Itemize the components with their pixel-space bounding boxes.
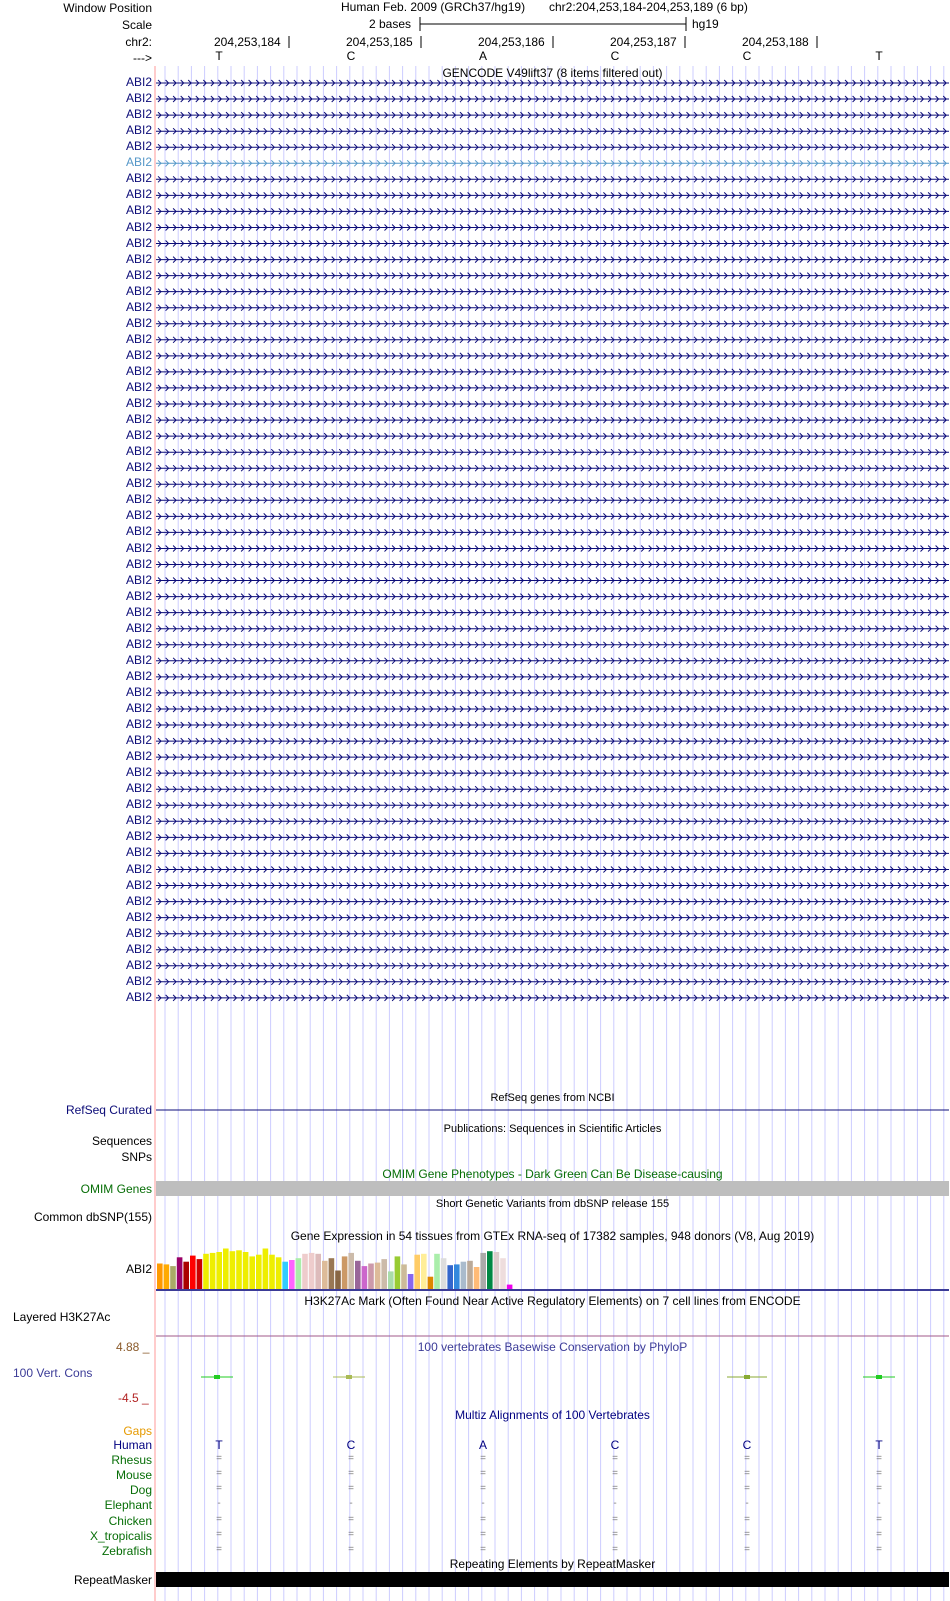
position-label: chr2:204,253,184-204,253,189 (6 bp) [549,0,748,14]
multiz-species-label[interactable]: Dog [129,1483,152,1498]
multiz-alignment-base: = [480,1468,486,1480]
multiz-alignment-base: = [480,1453,486,1465]
multiz-alignment-base: C [610,1438,620,1452]
gencode-transcript-label[interactable]: ABI2 [125,749,152,764]
gencode-transcript-label[interactable]: ABI2 [125,765,152,780]
gencode-transcript-label[interactable]: ABI2 [125,267,152,282]
repeatmasker-track-label[interactable]: RepeatMasker [73,1573,152,1587]
gtex-tissue-bar[interactable] [348,1253,354,1289]
gtex-tissue-bar[interactable] [269,1255,275,1289]
multiz-alignment-base: = [876,1453,882,1465]
gencode-transcript-label[interactable]: ABI2 [125,428,152,443]
gencode-transcript-label[interactable]: ABI2 [125,235,152,250]
multiz-species-label[interactable]: Elephant [104,1498,152,1513]
multiz-alignment-base: = [612,1483,618,1495]
base-letter: T [215,49,223,63]
gtex-tissue-bar[interactable] [388,1271,394,1289]
gencode-transcript-label[interactable]: ABI2 [125,283,152,298]
gencode-transcript-label[interactable]: ABI2 [125,877,152,892]
gencode-transcript-label[interactable]: ABI2 [125,909,152,924]
gtex-tissue-bar[interactable] [177,1257,183,1289]
coordinate-label: 204,253,184 [214,35,281,49]
h3k27ac-track-title[interactable]: H3K27Ac Mark (Often Found Near Active Regulatory Elements) on 7 cell lines from ENCODE [304,1294,801,1308]
gtex-tissue-bar[interactable] [243,1252,249,1289]
dbsnp-track-label[interactable]: Common dbSNP(155) [33,1210,152,1224]
strand-label: ---> [133,51,152,65]
gencode-transcript-label[interactable]: ABI2 [125,684,152,699]
multiz-alignment-base: = [216,1483,222,1495]
multiz-alignment-base: - [877,1498,881,1510]
multiz-alignment-base: - [613,1498,617,1510]
gtex-tissue-bar[interactable] [276,1257,282,1289]
gtex-tissue-bar[interactable] [170,1266,176,1289]
gencode-transcript-label[interactable]: ABI2 [125,973,152,988]
gencode-transcript-label[interactable]: ABI2 [125,733,152,748]
multiz-alignment-base: C [742,1438,752,1452]
gencode-transcript-label[interactable]: ABI2 [125,668,152,683]
gtex-tissue-bar[interactable] [197,1259,203,1289]
base-letter: C [346,49,356,63]
gencode-transcript-label[interactable]: ABI2 [125,941,152,956]
assembly-label: Human Feb. 2009 (GRCh37/hg19) [341,0,526,14]
gencode-transcript-label[interactable]: ABI2 [125,813,152,828]
base-letter: C [742,49,752,63]
gencode-transcript-label[interactable]: ABI2 [125,347,152,362]
gencode-transcript-label[interactable]: ABI2 [125,444,152,459]
multiz-alignment-base: = [876,1513,882,1525]
gencode-transcript-label[interactable]: ABI2 [125,107,152,122]
coordinate-label: 204,253,185 [346,35,413,49]
multiz-species-label[interactable]: Mouse [115,1468,152,1483]
gencode-transcript-label[interactable]: ABI2 [125,701,152,715]
publications-label-sequences[interactable]: Sequences [91,1134,152,1148]
multiz-gaps-label: Gaps [123,1424,152,1438]
coordinate-label: 204,253,187 [610,35,677,49]
multiz-alignment-base: = [744,1543,750,1555]
multiz-alignment-base: C [346,1438,356,1452]
omim-gene-bar[interactable] [156,1181,949,1196]
publications-track-title[interactable]: Publications: Sequences in Scientific Articles [443,1123,662,1135]
multiz-species-label[interactable]: Human [113,1438,152,1452]
gencode-transcript-label[interactable]: ABI2 [125,524,152,539]
gencode-transcript-label[interactable]: ABI2 [125,251,152,266]
gencode-transcript-label[interactable]: ABI2 [125,412,152,427]
multiz-track-title[interactable]: Multiz Alignments of 100 Vertebrates [455,1408,650,1422]
gencode-transcript-label[interactable]: ABI2 [125,219,152,234]
multiz-alignment-base: = [216,1468,222,1480]
multiz-alignment-base: = [348,1513,354,1525]
phylop-score-mark[interactable] [876,1375,882,1379]
multiz-alignment-base: = [744,1453,750,1465]
gtex-tissue-bar[interactable] [381,1259,387,1289]
multiz-alignment-base: = [612,1528,618,1540]
repeatmasker-track-title[interactable]: Repeating Elements by RepeatMasker [449,1557,656,1571]
multiz-alignment-base: = [876,1528,882,1540]
phylop-max-label: 4.88 _ [116,1340,150,1354]
gtex-tissue-bar[interactable] [216,1252,222,1289]
gencode-transcript-label[interactable]: ABI2 [125,588,152,603]
multiz-alignment-base: = [216,1543,222,1555]
gtex-tissue-bar[interactable] [467,1261,473,1289]
multiz-alignment-base: = [876,1543,882,1555]
multiz-alignment-base: = [480,1483,486,1495]
publications-label-snps[interactable]: SNPs [121,1150,152,1164]
gencode-transcript-label[interactable]: ABI2 [125,652,152,667]
gencode-transcript-label[interactable]: ABI2 [125,171,152,186]
gtex-tissue-bar[interactable] [355,1261,361,1289]
omim-track-title[interactable]: OMIM Gene Phenotypes - Dark Green Can Be Disease-causing [382,1167,723,1181]
gtex-tissue-bar[interactable] [309,1253,315,1289]
gencode-transcript-label[interactable]: ABI2 [125,508,152,523]
gtex-tissue-bar[interactable] [401,1264,407,1289]
gencode-transcript-label[interactable]: ABI2 [125,861,152,876]
multiz-alignment-base: = [612,1513,618,1525]
gencode-transcript-label[interactable]: ABI2 [125,315,152,330]
gtex-tissue-bar[interactable] [500,1258,506,1289]
multiz-alignment-base: = [348,1528,354,1540]
gencode-transcript-label[interactable]: ABI2 [125,572,152,587]
multiz-alignment-base: - [481,1498,485,1510]
multiz-alignment-base: = [348,1468,354,1480]
gencode-transcript-label[interactable]: ABI2 [125,379,152,394]
gencode-transcript-label[interactable]: ABI2 [125,925,152,940]
phylop-min-label: -4.5 _ [118,1391,149,1405]
gencode-transcript-label[interactable]: ABI2 [125,139,152,154]
gencode-transcript-label[interactable]: ABI2 [125,829,152,844]
gencode-transcript-label[interactable]: ABI2 [125,957,152,972]
phylop-score-mark[interactable] [346,1375,352,1379]
gtex-tissue-bar[interactable] [282,1262,288,1289]
multiz-alignment-base: = [216,1453,222,1465]
gencode-transcript-label[interactable]: ABI2 [125,203,152,218]
gtex-tissue-bar[interactable] [289,1260,295,1289]
phylop-score-mark[interactable] [744,1375,750,1379]
scale-bar-text: 2 bases [369,17,412,31]
gtex-tissue-bar[interactable] [263,1249,269,1290]
gencode-transcript-label[interactable]: ABI2 [125,91,152,105]
gtex-tissue-bar[interactable] [454,1264,460,1289]
gencode-transcript-label[interactable]: ABI2 [125,363,152,378]
gencode-transcript-label[interactable]: ABI2 [125,797,152,812]
multiz-alignment-base: - [745,1498,749,1510]
gtex-tissue-bar[interactable] [434,1254,440,1289]
multiz-alignment-base: = [612,1468,618,1480]
h3k27ac-track-label[interactable]: Layered H3K27Ac [13,1310,111,1324]
gtex-tissue-bar[interactable] [302,1254,308,1289]
gtex-tissue-bar[interactable] [441,1258,447,1289]
multiz-alignment-base: = [348,1483,354,1495]
gtex-tissue-bar[interactable] [236,1250,242,1289]
gtex-tissue-bar[interactable] [507,1285,513,1289]
gencode-transcript-label[interactable]: ABI2 [125,331,152,346]
gtex-tissue-bar[interactable] [487,1251,493,1289]
gencode-transcript-label[interactable]: ABI2 [125,556,152,571]
multiz-species-label[interactable]: Chicken [108,1513,152,1528]
gtex-tissue-bar[interactable] [315,1254,321,1289]
multiz-alignment-base: = [348,1543,354,1555]
gtex-tissue-bar[interactable] [375,1263,381,1289]
gencode-transcript-label[interactable]: ABI2 [125,299,152,314]
gtex-tissue-bar[interactable] [362,1266,368,1289]
gtex-tissue-bar[interactable] [329,1258,335,1289]
multiz-alignment-base: = [876,1483,882,1495]
gtex-tissue-bar[interactable] [322,1261,328,1289]
gtex-tissue-bar[interactable] [461,1262,467,1289]
multiz-alignment-base: = [612,1543,618,1555]
gtex-tissue-bar[interactable] [395,1256,401,1289]
gtex-tissue-bar[interactable] [414,1255,420,1289]
gtex-tissue-bar[interactable] [421,1254,427,1289]
dbsnp-track-title[interactable]: Short Genetic Variants from dbSNP release 155 [435,1198,670,1210]
window-position-label: Window Position [63,1,152,15]
coordinate-label: 204,253,188 [742,35,809,49]
multiz-alignment-base: - [217,1498,221,1510]
gtex-tissue-bar[interactable] [157,1264,163,1290]
gtex-tissue-bar[interactable] [408,1274,414,1289]
gencode-transcript-label[interactable]: ABI2 [125,460,152,475]
gtex-tissue-bar[interactable] [223,1249,229,1290]
gtex-tissue-bar[interactable] [249,1256,255,1289]
gencode-transcript-label[interactable]: ABI2 [125,717,152,731]
gencode-track-title[interactable]: GENCODE V49lift37 (8 items filtered out) [442,66,663,80]
gtex-tissue-bar[interactable] [296,1258,302,1289]
multiz-alignment-base: = [216,1528,222,1540]
multiz-alignment-base: A [478,1438,487,1452]
base-letter: C [610,49,620,63]
gencode-transcript-label[interactable]: ABI2 [125,540,152,555]
gtex-tissue-bar[interactable] [474,1267,480,1289]
multiz-alignment-base: = [216,1513,222,1525]
gtex-tissue-bar[interactable] [480,1253,486,1289]
gtex-tissue-bar[interactable] [190,1256,196,1289]
gencode-transcript-label[interactable]: ABI2 [125,155,152,170]
gencode-transcript-label[interactable]: ABI2 [125,75,152,89]
scale-label: Scale [121,18,152,32]
gencode-transcript-label[interactable]: ABI2 [125,604,152,619]
gtex-tissue-bar[interactable] [368,1264,374,1290]
refseq-track-title[interactable]: RefSeq genes from NCBI [490,1092,615,1104]
gencode-transcript-label[interactable]: ABI2 [125,396,152,410]
repeatmasker-bar[interactable] [156,1572,949,1587]
refseq-track-label[interactable]: RefSeq Curated [65,1103,152,1117]
gtex-tissue-bar[interactable] [342,1256,348,1289]
multiz-alignment-base: = [744,1528,750,1540]
gtex-tissue-bar[interactable] [230,1251,236,1289]
gtex-tissue-bar[interactable] [494,1252,500,1289]
coordinate-label: 204,253,186 [478,35,545,49]
gencode-transcript-label[interactable]: ABI2 [125,492,152,507]
multiz-alignment-base: T [875,1438,883,1452]
gencode-transcript-label[interactable]: ABI2 [125,476,152,491]
gencode-transcript-label[interactable]: ABI2 [125,620,152,635]
multiz-alignment-base: = [744,1483,750,1495]
gtex-track-title[interactable]: Gene Expression in 54 tissues from GTEx RNA-seq of 17382 samples, 948 donors (V8, Aug 2019) [290,1229,815,1243]
multiz-alignment-base: T [215,1438,223,1452]
multiz-alignment-base: = [744,1513,750,1525]
gtex-tissue-bar[interactable] [164,1264,170,1289]
scale-db-label: hg19 [692,17,719,31]
multiz-species-label[interactable]: Zebrafish [101,1543,152,1558]
multiz-alignment-base: = [348,1453,354,1465]
phylop-track-title[interactable]: 100 vertebrates Basewise Conservation by PhyloP [417,1340,688,1354]
phylop-track-label[interactable]: 100 Vert. Cons [13,1366,93,1380]
gtex-tissue-bar[interactable] [447,1265,453,1289]
multiz-alignment-base: = [876,1468,882,1480]
gtex-tissue-bar[interactable] [203,1254,209,1289]
gencode-transcript-label[interactable]: ABI2 [125,636,152,651]
multiz-alignment-base: - [349,1498,353,1510]
gtex-tissue-bar[interactable] [256,1255,262,1289]
gencode-transcript-label[interactable]: ABI2 [125,781,152,796]
gtex-tissue-bar[interactable] [335,1271,341,1290]
multiz-alignment-base: = [480,1543,486,1555]
phylop-score-mark[interactable] [214,1375,220,1379]
gencode-transcript-label[interactable]: ABI2 [125,123,152,138]
base-letter: A [478,49,487,63]
gtex-tissue-bar[interactable] [183,1262,189,1289]
gencode-transcript-label[interactable]: ABI2 [125,893,152,908]
gtex-tissue-bar[interactable] [210,1253,216,1289]
gencode-transcript-label[interactable]: ABI2 [125,845,152,860]
gencode-transcript-label[interactable]: ABI2 [125,187,152,202]
chromosome-label: chr2: [125,35,152,49]
multiz-alignment-base: = [612,1453,618,1465]
gtex-track-label[interactable]: ABI2 [125,1262,152,1276]
base-letter: T [875,49,883,63]
multiz-species-label[interactable]: X_tropicalis [89,1528,152,1543]
gtex-tissue-bar[interactable] [428,1277,434,1289]
gencode-transcript-label[interactable]: ABI2 [125,989,152,1004]
multiz-alignment-base: = [480,1513,486,1525]
multiz-alignment-base: = [744,1468,750,1480]
multiz-species-label[interactable]: Rhesus [111,1453,152,1468]
omim-track-label[interactable]: OMIM Genes [80,1182,152,1196]
multiz-alignment-base: = [480,1528,486,1540]
